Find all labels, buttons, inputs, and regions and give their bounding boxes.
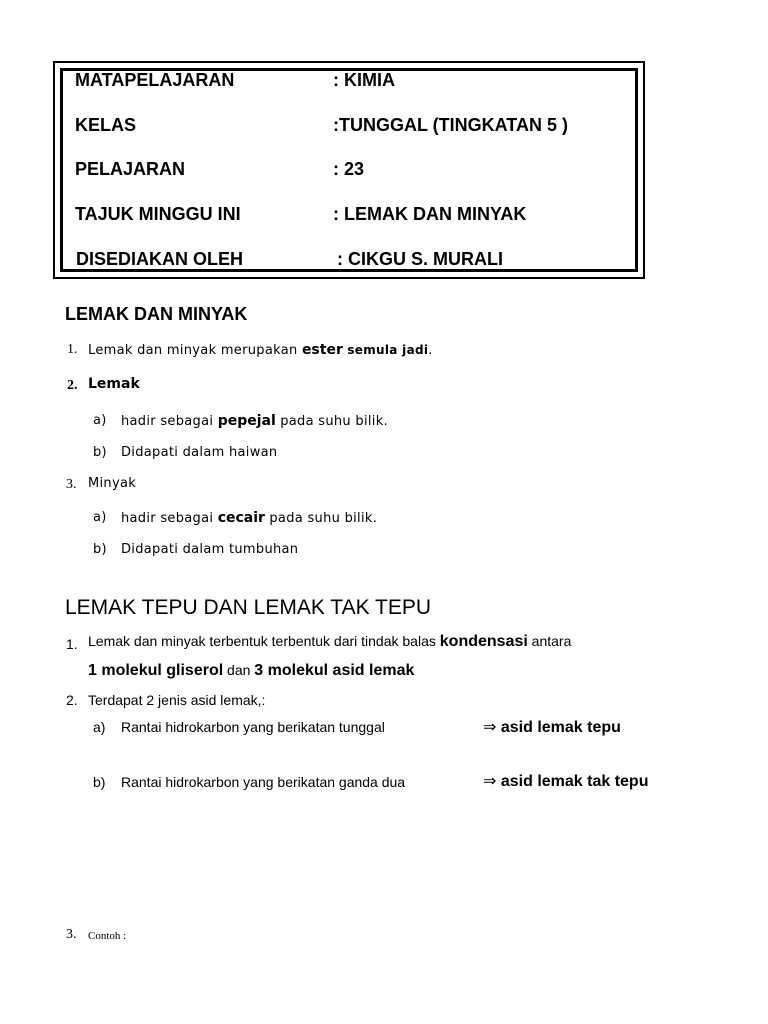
header-label-topic: TAJUK MINGGU INI bbox=[75, 204, 241, 224]
s2-item1-number: 1. bbox=[66, 636, 78, 652]
s1-item3-heading: Minyak bbox=[88, 476, 137, 491]
s1-item3-number: 3. bbox=[66, 477, 77, 492]
s2-item1-line2-bold-b: 3 molekul asid lemak bbox=[254, 662, 415, 679]
s2-item2-b-result-text: asid lemak tak tepu bbox=[500, 773, 649, 790]
s1-item2-a-text bbox=[121, 412, 388, 430]
s2-item2-a-text: Rantai hidrokarbon yang berikatan tunggal bbox=[121, 719, 385, 735]
s1-item3-a-text-b: pada suhu bilik. bbox=[264, 511, 378, 526]
s2-item1-line2-bold-a: 1 molekul gliserol bbox=[88, 662, 224, 679]
s2-item2-b-text: Rantai hidrokarbon yang berikatan ganda dua bbox=[121, 774, 406, 790]
s1-item1-bold: ester bbox=[301, 342, 343, 358]
header-label-author: DISEDIAKAN OLEH bbox=[76, 249, 244, 269]
s1-item1-text-b: semula jadi bbox=[342, 343, 429, 357]
s2-item2-a-result-text: asid lemak tepu bbox=[500, 719, 621, 736]
s1-item2-b-text: Didapati dalam haiwan bbox=[121, 445, 278, 460]
s1-item1-end: . bbox=[428, 343, 433, 358]
header-value-lesson: : 23 bbox=[333, 159, 365, 179]
header-value-author: : CIKGU S. MURALI bbox=[337, 249, 503, 269]
s1-item2-a-bold: pepejal bbox=[217, 413, 276, 429]
s1-item3-a-text bbox=[121, 509, 377, 527]
section2-title: LEMAK TEPU DAN LEMAK TAK TEPU bbox=[65, 596, 432, 619]
s2-item3-number: 3. bbox=[66, 927, 77, 942]
header-label-subject: MATAPELAJARAN bbox=[75, 70, 235, 90]
s1-item3-b-text: Didapati dalam tumbuhan bbox=[121, 542, 299, 557]
s2-item1-line2 bbox=[88, 662, 414, 680]
s2-item2-a-result bbox=[483, 717, 621, 737]
s2-item1-text bbox=[88, 633, 571, 651]
s1-item3-b-label: b) bbox=[93, 542, 107, 557]
header-label-lesson: PELAJARAN bbox=[75, 159, 186, 179]
header-value-class: :TUNGGAL (TINGKATAN 5 ) bbox=[333, 115, 568, 135]
implies-arrow-icon: ⇒ bbox=[483, 719, 497, 736]
s1-item1-text bbox=[88, 341, 433, 359]
s1-item2-b-label: b) bbox=[93, 445, 107, 460]
s2-item2-b-label: b) bbox=[93, 774, 106, 790]
s1-item2-a-text-b: pada suhu bilik. bbox=[275, 414, 388, 429]
s2-item3-text: Contoh : bbox=[88, 930, 127, 942]
header-value-topic: : LEMAK DAN MINYAK bbox=[333, 204, 527, 224]
s1-item1-text-a: Lemak dan minyak merupakan bbox=[88, 343, 302, 358]
header-label-class: KELAS bbox=[75, 115, 137, 135]
s2-item1-text-b: antara bbox=[527, 633, 572, 649]
s2-item2-number: 2. bbox=[66, 692, 78, 708]
s1-item2-a-text-a: hadir sebagai bbox=[121, 414, 218, 429]
s2-item2-text: Terdapat 2 jenis asid lemak,: bbox=[88, 692, 266, 708]
s2-item1-text-a: Lemak dan minyak terbentuk terbentuk dari tindak balas bbox=[88, 633, 440, 649]
section1-title: LEMAK DAN MINYAK bbox=[65, 304, 248, 324]
implies-arrow-icon: ⇒ bbox=[483, 773, 497, 790]
s1-item2-number: 2. bbox=[67, 378, 78, 393]
s2-item2-b-result bbox=[483, 771, 648, 791]
s1-item2-heading: Lemak bbox=[88, 376, 140, 392]
s1-item3-a-bold: cecair bbox=[217, 510, 265, 526]
s1-item1-number: 1. bbox=[67, 342, 78, 357]
s2-item1-bold: kondensasi bbox=[439, 633, 528, 650]
s1-item3-a-text-a: hadir sebagai bbox=[121, 511, 218, 526]
s2-item2-a-label: a) bbox=[93, 719, 106, 735]
s2-item1-line2-mid: dan bbox=[223, 662, 255, 678]
header-value-subject: : KIMIA bbox=[333, 70, 395, 90]
s1-item2-a-label: a) bbox=[93, 413, 107, 428]
s1-item3-a-label: a) bbox=[93, 510, 107, 525]
